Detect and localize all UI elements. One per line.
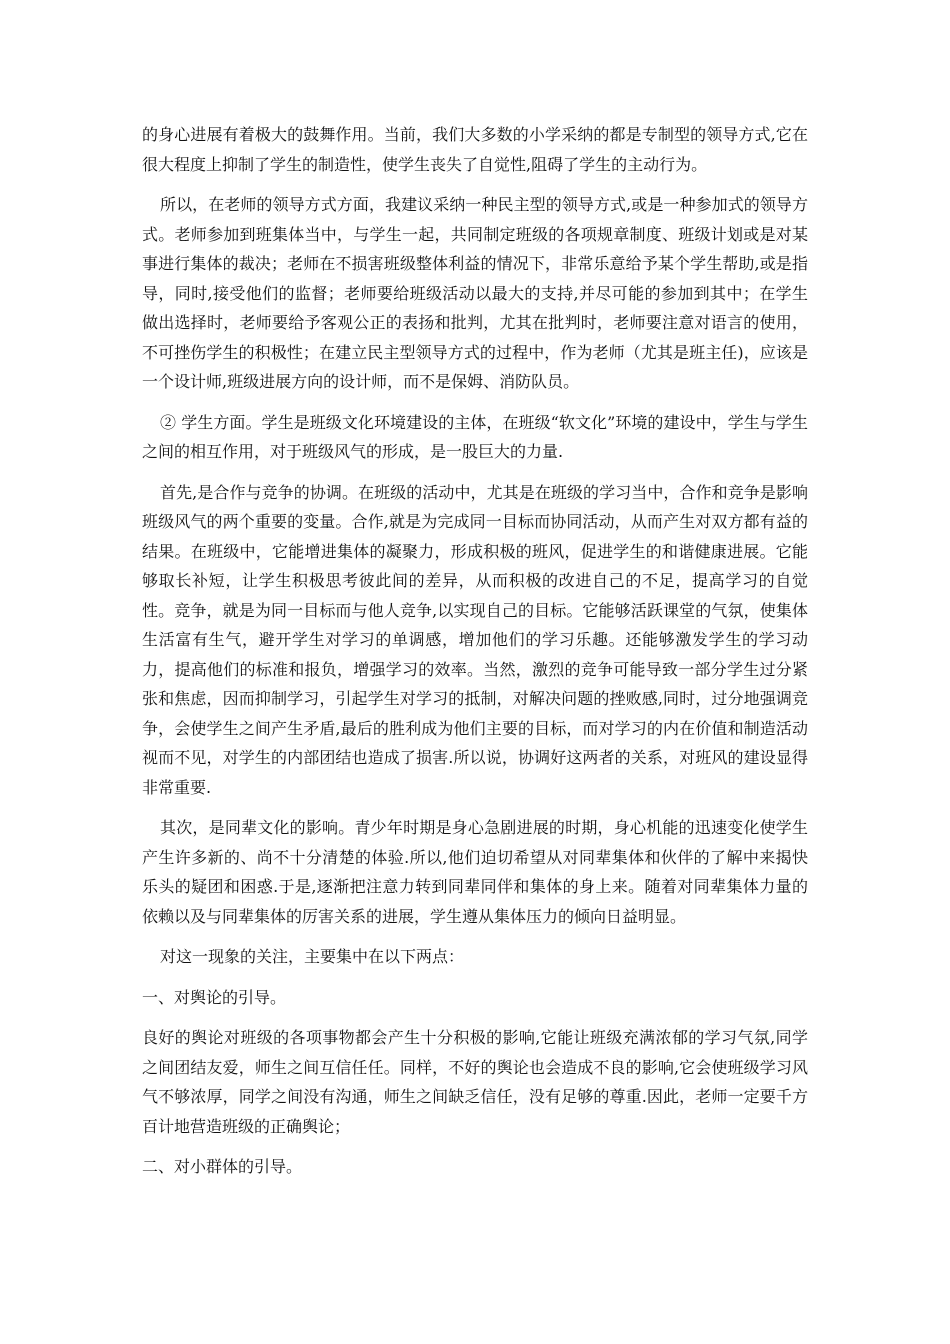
paragraph-public-opinion: 良好的舆论对班级的各项事物都会产生十分积极的影响,它能让班级充满浓郁的学习气氛,同学之间团结友爱，师生之间互信任任。同样，不好的舆论也会造成不良的影响,它会使班级学习风气不够浓厚，同学之间没有沟通，师生之间缺乏信任，没有足够的尊重.因此，老师一定要千方百计地营造班级的正确舆论；: [142, 1028, 808, 1136]
paragraph-peer-culture: 其次，是同辈文化的影响。青少年时期是身心急剧进展的时期，身心机能的迅速变化使学生产生许多新的、尚不十分清楚的体验.所以,他们迫切希望从对同辈集体和伙伴的了解中来揭快乐头的疑团和困惑.于是,逐渐把注意力转到同辈同伴和集体的身上来。随着对同辈集体力量的依赖以及与同辈集体的厉害关系的进展，学生遵从集体压力的倾向日益明显。: [142, 818, 808, 926]
heading-small-groups: 二、对小群体的引导。: [142, 1157, 303, 1176]
paragraph-student-aspect: ② 学生方面。学生是班级文化环境建设的主体，在班级“软文化”环境的建设中，学生与学生之间的相互作用，对于班级风气的形成，是一股巨大的力量.: [142, 412, 808, 461]
paragraph-teacher-leadership: 所以，在老师的领导方式方面，我建议采纳一种民主型的领导方式,或是一种参加式的领导方式。老师参加到班集体当中，与学生一起，共同制定班级的各项规章制度、班级计划或是对某事进行集体的裁决；老师在不损害班级整体利益的情况下，非常乐意给予某个学生帮助,或是指导，同时,接受他们的监督；老师要给班级活动以最大的支持,并尽可能的参加到其中；在学生做出选择时，老师要给予客观公正的表扬和批判，尤其在批判时，老师要注意对语言的使用，不可挫伤学生的积极性；在建立民主型领导方式的过程中，作为老师（尤其是班主任)，应该是一个设计师,班级进展方向的设计师，而不是保姆、消防队员。: [142, 195, 808, 391]
document-body: [142, 120, 808, 1193]
paragraph-cooperation-competition: 首先,是合作与竞争的协调。在班级的活动中，尤其是在班级的学习当中，合作和竞争是影响班级风气的两个重要的变量。合作,就是为完成同一目标而协同活动，从而产生对双方都有益的结果。在班级中，它能增进集体的凝聚力，形成积极的班风，促进学生的和谐健康进展。它能够取长补短，让学生积极思考彼此间的差异，从而积极的改进自己的不足，提高学习的自觉性。竞争，就是为同一目标而与他人竞争,以实现自己的目标。它能够活跃课堂的气氛，使集体生活富有生气，避开学生对学习的单调感，增加他们的学习乐趣。还能够激发学生的学习动力，提高他们的标准和报负，增强学习的效率。当然，激烈的竞争可能导致一部分学生过分紧张和焦虑，因而抑制学习，引起学生对学习的抵制，对解决问题的挫败感,同时，过分地强调竞争，会使学生之间产生矛盾,最后的胜利成为他们主要的目标，而对学习的内在价值和制造活动视而不见，对学生的内部团结也造成了损害.所以说，协调好这两者的关系，对班风的建设显得非常重要.: [142, 482, 808, 797]
paragraph-focus-points: 对这一现象的关注，主要集中在以下两点：: [160, 947, 465, 966]
paragraph-continuation: 的身心进展有着极大的鼓舞作用。当前，我们大多数的小学采纳的都是专制型的领导方式,它在很大程度上抑制了学生的制造性，使学生丧失了自觉性,阻碍了学生的主动行为。: [142, 125, 808, 174]
heading-public-opinion: 一、对舆论的引导。: [142, 987, 287, 1007]
